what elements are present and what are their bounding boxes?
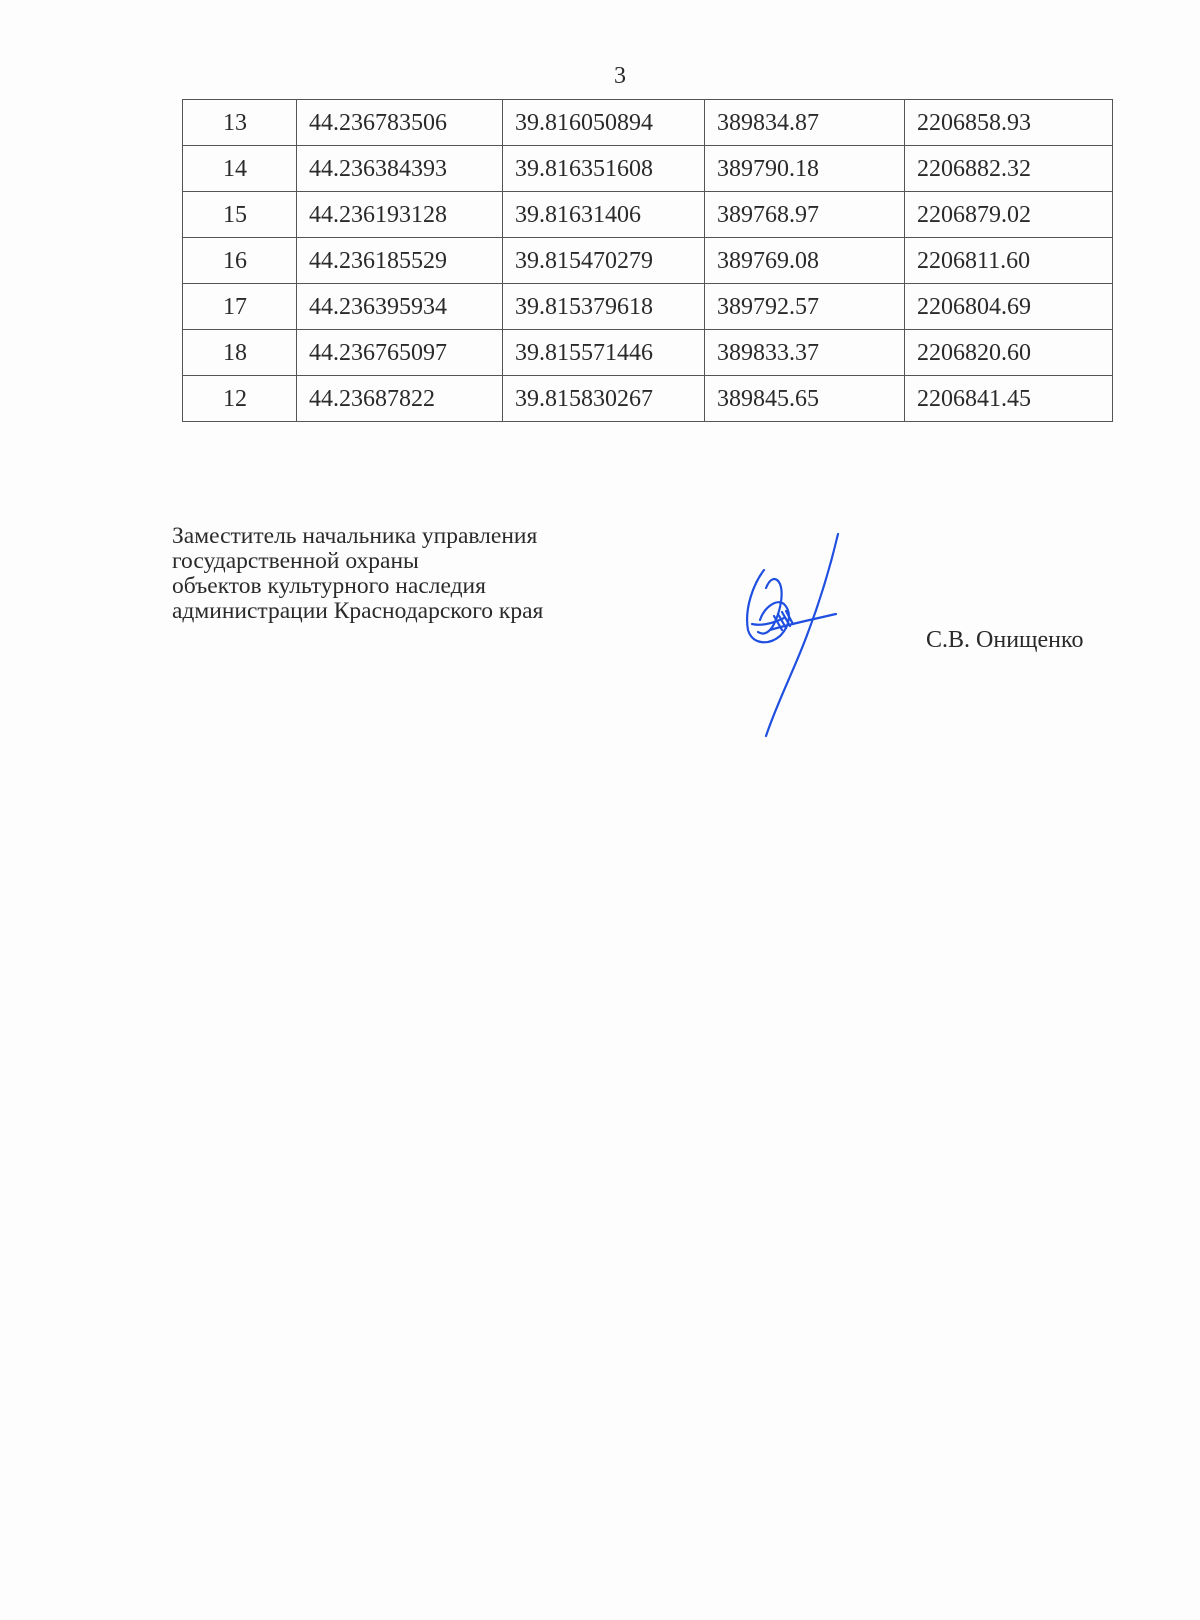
- y-coordinate-cell: 2206841.45: [905, 376, 1113, 422]
- longitude-cell: 39.815470279: [503, 238, 705, 284]
- table-row: [183, 192, 1113, 238]
- latitude-cell: 44.236765097: [297, 330, 503, 376]
- latitude-cell: 44.236193128: [297, 192, 503, 238]
- y-coordinate-cell: 2206804.69: [905, 284, 1113, 330]
- x-coordinate-cell: 389792.57: [705, 284, 905, 330]
- table-row: [183, 238, 1113, 284]
- table-row: [183, 146, 1113, 192]
- point-number-cell: 16: [183, 238, 297, 284]
- longitude-cell: 39.815830267: [503, 376, 705, 422]
- x-coordinate-cell: 389845.65: [705, 376, 905, 422]
- latitude-cell: 44.23687822: [297, 376, 503, 422]
- longitude-cell: 39.816351608: [503, 146, 705, 192]
- table-row: [183, 100, 1113, 146]
- latitude-cell: 44.236395934: [297, 284, 503, 330]
- handwritten-signature: [740, 528, 870, 738]
- longitude-cell: 39.815379618: [503, 284, 705, 330]
- position-line: Заместитель начальника управления: [172, 523, 538, 549]
- y-coordinate-cell: 2206882.32: [905, 146, 1113, 192]
- y-coordinate-cell: 2206820.60: [905, 330, 1113, 376]
- longitude-cell: 39.81631406: [503, 192, 705, 238]
- x-coordinate-cell: 389833.37: [705, 330, 905, 376]
- coordinates-table: [182, 99, 1113, 422]
- point-number-cell: 14: [183, 146, 297, 192]
- point-number-cell: 18: [183, 330, 297, 376]
- table-row: [183, 376, 1113, 422]
- latitude-cell: 44.236185529: [297, 238, 503, 284]
- x-coordinate-cell: 389834.87: [705, 100, 905, 146]
- x-coordinate-cell: 389769.08: [705, 238, 905, 284]
- position-line: государственной охраны: [172, 548, 419, 574]
- point-number-cell: 15: [183, 192, 297, 238]
- point-number-cell: 17: [183, 284, 297, 330]
- signer-name: С.В. Онищенко: [926, 627, 1084, 653]
- point-number-cell: 13: [183, 100, 297, 146]
- y-coordinate-cell: 2206858.93: [905, 100, 1113, 146]
- y-coordinate-cell: 2206811.60: [905, 238, 1113, 284]
- position-line: администрации Краснодарского края: [172, 598, 544, 624]
- page-number: 3: [614, 63, 626, 89]
- table-row: [183, 330, 1113, 376]
- y-coordinate-cell: 2206879.02: [905, 192, 1113, 238]
- latitude-cell: 44.236384393: [297, 146, 503, 192]
- x-coordinate-cell: 389768.97: [705, 192, 905, 238]
- position-line: объектов культурного наследия: [172, 573, 486, 599]
- latitude-cell: 44.236783506: [297, 100, 503, 146]
- x-coordinate-cell: 389790.18: [705, 146, 905, 192]
- point-number-cell: 12: [183, 376, 297, 422]
- longitude-cell: 39.816050894: [503, 100, 705, 146]
- signer-position: [172, 524, 543, 624]
- longitude-cell: 39.815571446: [503, 330, 705, 376]
- table-row: [183, 284, 1113, 330]
